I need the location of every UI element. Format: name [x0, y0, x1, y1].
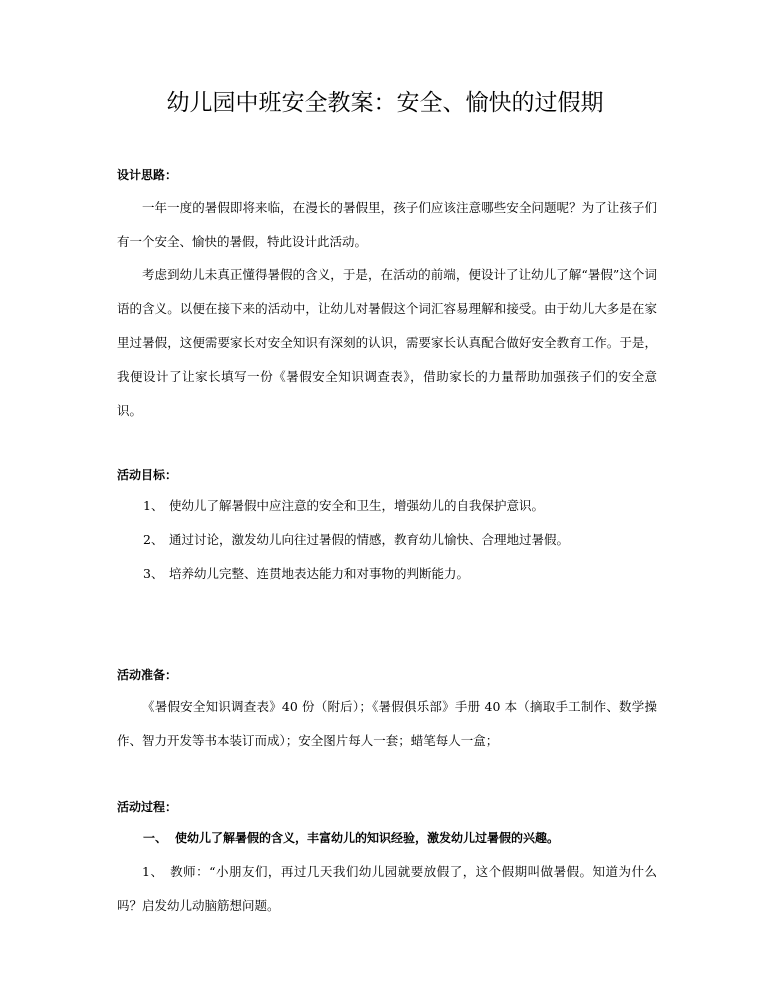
process-step-1 [143, 828, 559, 848]
goal-item-text: 通过讨论，激发幼儿向往过暑假的情感，教育幼儿愉快、合理地过暑假。 [169, 532, 570, 547]
process-paragraph-1: 1、 教师：“小朋友们，再过几天我们幼儿园就要放假了，这个假期叫做暑假。知道为什么吗？启发幼儿动脑筋想问题。 [117, 864, 657, 913]
prep-paragraph: 《暑假安全知识调查表》40 份（附后）；《暑假俱乐部》手册 40 本（摘取手工制作、数学操作、智力开发等书本装订而成）；安全图片每人一套；蜡笔每人一盒； [117, 699, 657, 748]
goal-item-text: 使幼儿了解暑假中应注意的安全和卫生，增强幼儿的自我保护意识。 [169, 498, 545, 513]
design-paragraph-2: 考虑到幼儿未真正懂得暑假的含义，于是，在活动的前端，便设计了让幼儿了解“暑假”这个词语的含义。以便在接下来的活动中，让幼儿对暑假这个词汇容易理解和接受。由于幼儿大多是在家里过暑假，这便需要家长对安全知识有深刻的认识，需要家长认真配合做好安全教育工作。于是，我便设计了让家长填写一份《暑假安全知识调查表》，借助家长的力量帮助加强孩子们的安全意识。 [117, 267, 657, 418]
page-title: 幼儿园中班安全教案：安全、愉快的过假期 [166, 90, 604, 116]
goal-item-number: 1、 [143, 498, 164, 513]
design-heading: 设计思路： [117, 168, 178, 182]
process-heading: 活动过程： [117, 800, 178, 814]
goal-item-2 [143, 530, 569, 550]
process-step-text: 使幼儿了解暑假的含义，丰富幼儿的知识经验，激发幼儿过暑假的兴趣。 [175, 831, 560, 845]
goal-item-number: 2、 [143, 532, 164, 547]
goal-item-text: 培养幼儿完整、连贯地表达能力和对事物的判断能力。 [169, 566, 470, 581]
design-paragraph-1: 一年一度的暑假即将来临，在漫长的暑假里，孩子们应该注意哪些安全问题呢？为了让孩子们有一个安全、愉快的暑假，特此设计此活动。 [117, 200, 657, 249]
goals-heading: 活动目标： [117, 468, 178, 482]
process-step-number: 一、 [143, 831, 168, 845]
goal-item-3 [143, 564, 469, 584]
goal-item-number: 3、 [143, 566, 164, 581]
goal-item-1 [143, 496, 544, 516]
prep-heading: 活动准备： [117, 668, 178, 682]
